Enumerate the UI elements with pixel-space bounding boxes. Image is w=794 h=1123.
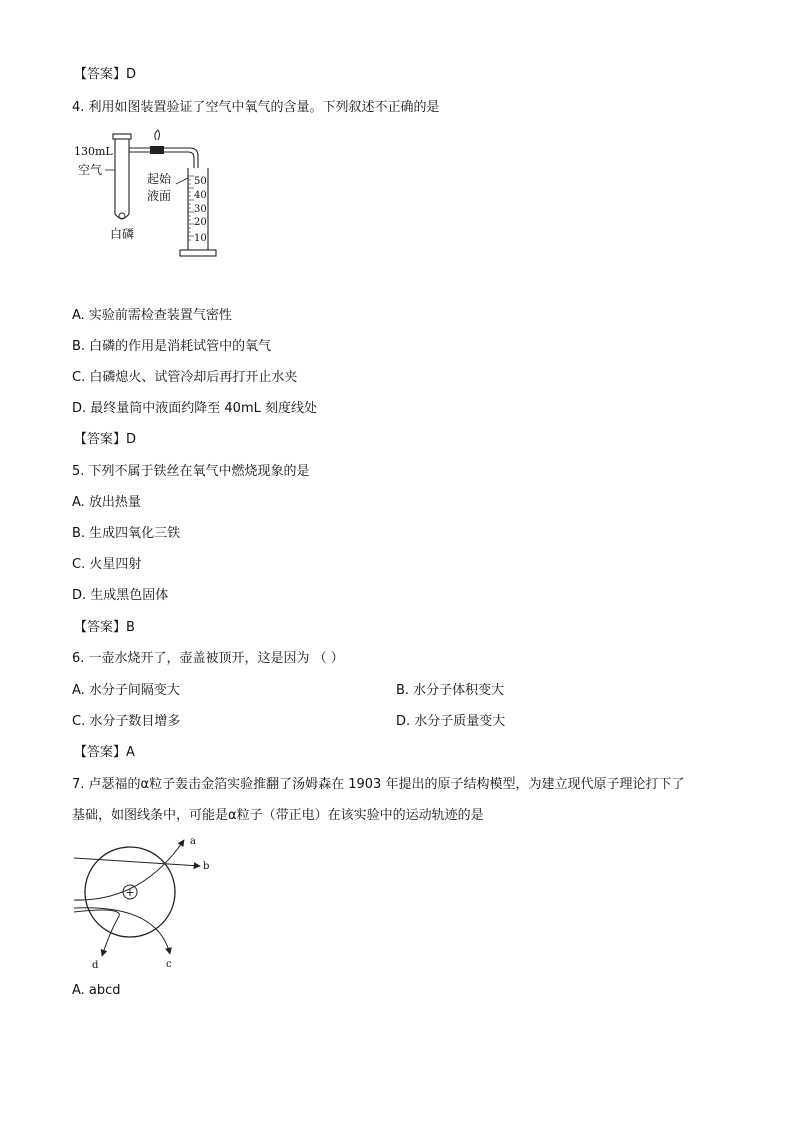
q4-option-d: D. 最终量筒中液面约降至 40mL 刻度线处: [72, 401, 317, 416]
level-leader-line: [176, 178, 188, 184]
trajectory-b: [74, 858, 200, 866]
q4-option-a: A. 实验前需检查装置气密性: [72, 308, 232, 323]
start-level-label-2: 液面: [147, 189, 172, 203]
water-clamp: [150, 146, 164, 154]
clamp-handle: [155, 130, 160, 140]
air-label: 空气: [78, 163, 103, 177]
trajectory-c: [74, 908, 170, 954]
label-c: c: [166, 959, 172, 970]
q6-answer: 【答案】A: [74, 745, 135, 760]
q7-option-a: A. abcd: [72, 983, 121, 998]
q5-option-a: A. 放出热量: [72, 495, 141, 510]
scale-20: 20: [194, 217, 207, 228]
q6-option-a: A. 水分子间隔变大: [72, 683, 180, 698]
label-a: a: [190, 836, 196, 847]
phosphorus-label: 白磷: [110, 227, 135, 241]
q5-option-b: B. 生成四氧化三铁: [72, 526, 181, 541]
start-level-label-1: 起始: [147, 172, 172, 186]
q6-option-d: D. 水分子质量变大: [396, 714, 506, 729]
q5-option-c: C. 火星四射: [72, 557, 142, 572]
tube-volume-label: 130mL: [74, 145, 113, 158]
q7-stem-line-2: 基础，如图线条中，可能是α粒子（带正电）在该实验中的运动轨迹的是: [72, 808, 484, 823]
q4-apparatus-figure: [70, 128, 230, 268]
q7-alpha-scattering-figure: [72, 832, 222, 972]
q5-stem: 5. 下列不属于铁丝在氧气中燃烧现象的是: [72, 464, 310, 479]
scale-40: 40: [194, 190, 207, 201]
scale-50: 50: [194, 176, 207, 187]
q4-stem: 4. 利用如图装置验证了空气中氧气的含量。下列叙述不正确的是: [72, 100, 440, 115]
nucleus-sign: +: [125, 886, 135, 899]
label-d: d: [92, 960, 99, 971]
q5-option-d: D. 生成黑色固体: [72, 588, 169, 603]
q6-option-c: C. 水分子数目增多: [72, 714, 181, 729]
q5-answer: 【答案】B: [74, 620, 135, 635]
q3-answer: 【答案】D: [74, 67, 137, 82]
test-tube: [113, 134, 131, 219]
q7-stem-line-1: 7. 卢瑟福的α粒子轰击金箔实验推翻了汤姆森在 1903 年提出的原子结构模型，为建立现代原子理论打下了: [72, 777, 685, 792]
q4-option-c: C. 白磷熄火、试管冷却后再打开止水夹: [72, 370, 298, 385]
scale-10: 10: [194, 233, 207, 244]
q6-option-b: B. 水分子体积变大: [396, 683, 505, 698]
q6-stem: 6. 一壶水烧开了，壶盖被顶开，这是因为 （ ）: [72, 651, 344, 666]
scale-30: 30: [194, 204, 207, 215]
label-b: b: [203, 861, 210, 872]
q4-answer: 【答案】D: [74, 432, 137, 447]
q4-option-b: B. 白磷的作用是消耗试管中的氧气: [72, 339, 272, 354]
